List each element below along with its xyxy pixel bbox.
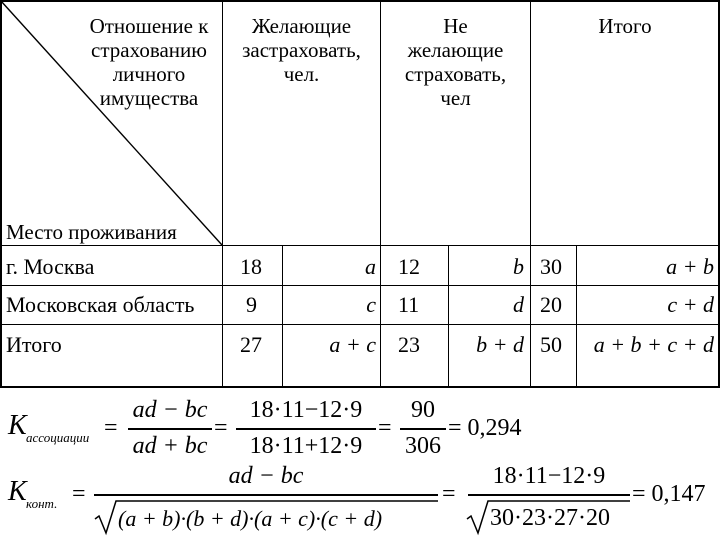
cell-symbol: b + d	[476, 332, 524, 357]
equals-sign: =	[72, 481, 86, 507]
row-divider	[0, 285, 720, 286]
coef-symbol: K	[8, 410, 27, 441]
fraction-numerator: 18·11−12·9	[249, 397, 363, 423]
subcol-divider	[448, 246, 449, 387]
fraction-bar	[400, 428, 446, 430]
cell-value: 11	[398, 292, 420, 317]
row-label: Московская область	[6, 292, 195, 317]
col-header-total: Итого	[598, 14, 652, 38]
cell-value: 23	[398, 332, 420, 357]
corner-bottom-label: Место проживания	[6, 220, 177, 244]
fraction-denominator: ad + bc	[132, 433, 208, 459]
col-divider	[530, 0, 531, 387]
fraction-numerator: 90	[411, 397, 435, 423]
cell-symbol: c	[366, 292, 376, 317]
fraction-numerator: ad − bc	[228, 463, 304, 489]
result-value: = 0,294	[448, 415, 522, 441]
cell-value: 27	[240, 332, 262, 357]
cell-symbol: a + b + c + d	[593, 332, 714, 357]
col-header-not-want: Не желающие страховать, чел	[404, 14, 507, 110]
col-header-want: Желающие застраховать, чел.	[242, 14, 361, 86]
fraction-numerator: 18·11−12·9	[492, 463, 606, 489]
table-border-bottom	[0, 386, 720, 388]
equals-sign: =	[214, 415, 228, 441]
cell-value: 50	[540, 332, 562, 357]
cell-value: 30	[540, 254, 562, 279]
fraction-denominator: 306	[405, 433, 441, 459]
subcol-divider	[576, 246, 577, 387]
cell-symbol: c + d	[667, 292, 714, 317]
coef-subscript: конт.	[26, 496, 58, 511]
cell-value: 18	[240, 254, 262, 279]
fraction-denominator: 30·23·27·20	[490, 505, 610, 531]
coef-symbol: K	[8, 476, 27, 507]
fraction-bar	[128, 428, 212, 430]
cell-symbol: b	[513, 254, 524, 279]
cell-symbol: a + c	[329, 332, 376, 357]
fraction-bar	[94, 494, 438, 496]
result-value: = 0,147	[632, 481, 706, 507]
cell-symbol: a	[365, 254, 376, 279]
equals-sign: =	[378, 415, 392, 441]
row-divider	[0, 324, 720, 325]
cell-symbol: a + b	[666, 254, 714, 279]
equals-sign: =	[442, 481, 456, 507]
fraction-numerator: ad − bc	[132, 397, 208, 423]
corner-top-label: Отношение к страхованию личного имущества	[89, 14, 209, 110]
cell-value: 9	[246, 292, 257, 317]
subcol-divider	[282, 246, 283, 387]
row-label: г. Москва	[6, 254, 95, 279]
fraction-bar	[236, 428, 376, 430]
row-label: Итого	[6, 332, 62, 357]
table-border-right	[718, 0, 720, 387]
equals-sign: =	[104, 415, 118, 441]
fraction-denominator: (a + b)·(b + d)·(a + c)·(c + d)	[118, 506, 383, 531]
cell-value: 12	[398, 254, 420, 279]
fraction-denominator: 18·11+12·9	[249, 433, 363, 459]
cell-symbol: d	[513, 292, 524, 317]
fraction-bar	[468, 494, 630, 496]
cell-value: 20	[540, 292, 562, 317]
coef-subscript: ассоциации	[26, 430, 90, 445]
